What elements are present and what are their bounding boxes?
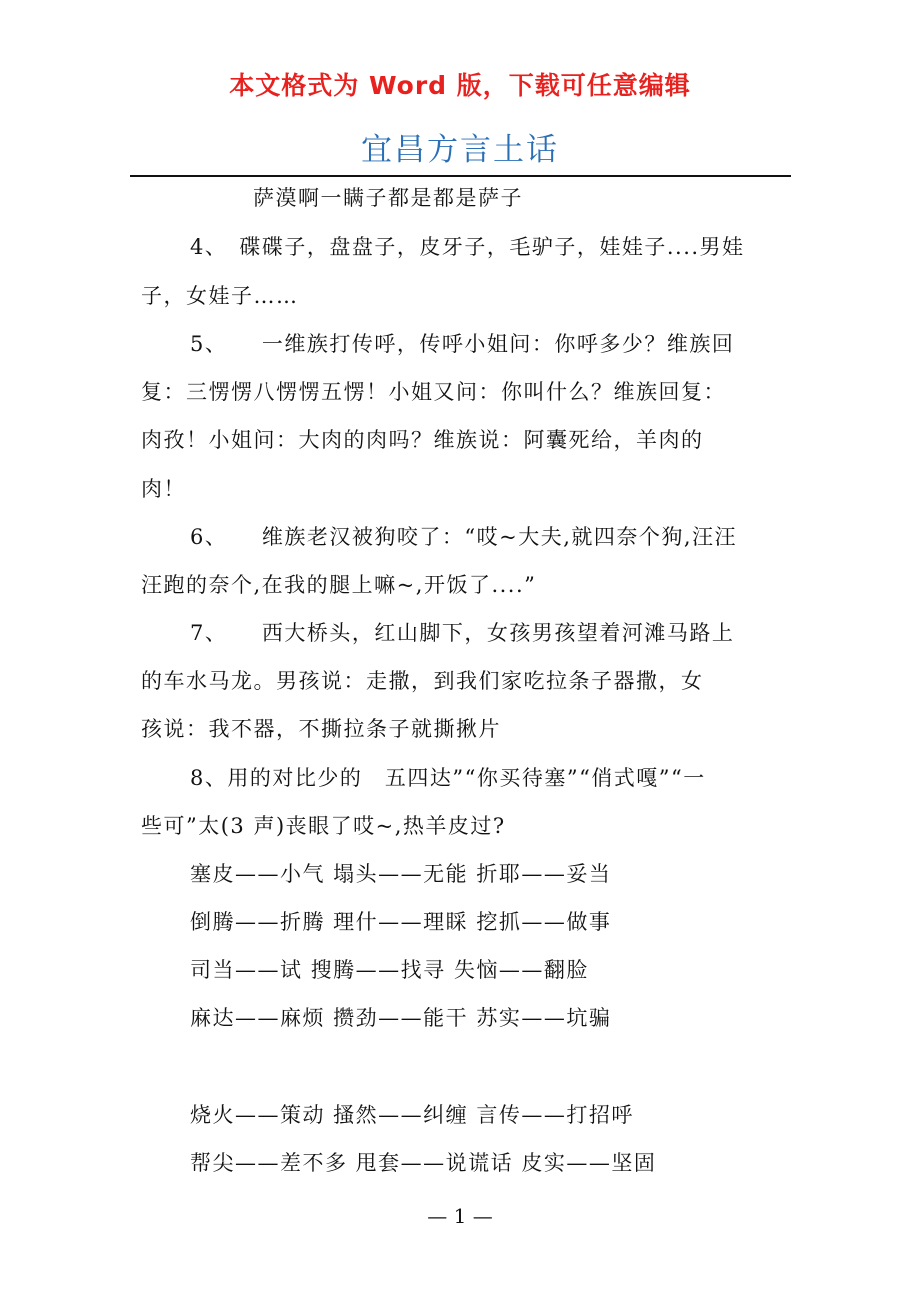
paragraph-line: 些可”太(3 声)丧眼了哎~,热羊皮过? <box>141 814 506 838</box>
paragraph-line: 肉！ <box>141 477 186 501</box>
paragraph-line: 孩说：我不器，不撕拉条子就撕揪片 <box>141 717 501 741</box>
paragraph-line: 8、用的对比少的 五四达”“你买待塞”“俏式嘎”“一 <box>190 766 706 790</box>
glossary-line: 司当——试 搜腾——找寻 失恼——翻脸 <box>190 958 589 982</box>
glossary-line: 麻达——麻烦 攒劲——能干 苏实——坑骗 <box>190 1006 612 1030</box>
paragraph-line: 7、 西大桥头，红山脚下，女孩男孩望着河滩马路上 <box>190 621 735 645</box>
paragraph-line: 复：三愣愣八愣愣五愣！小姐又问：你叫什么？维族回复： <box>141 380 726 404</box>
glossary-line: 塞皮——小气 塌头——无能 折耶——妥当 <box>190 862 612 886</box>
paragraph-line: 4、 碟碟子，盘盘子，皮牙子，毛驴子，娃娃子....男娃 <box>190 235 745 259</box>
glossary-line: 烧火——策动 搔然——纠缠 言传——打招呼 <box>190 1103 634 1127</box>
document-title: 宜昌方言土话 <box>361 132 559 168</box>
paragraph-line: 5、 一维族打传呼，传呼小姐问：你呼多少？维族回 <box>190 332 735 356</box>
paragraph-line: 子，女娃子…… <box>141 284 299 308</box>
paragraph-line: 的车水马龙。男孩说：走撒，到我们家吃拉条子器撒，女 <box>141 669 704 693</box>
page-number: — 1 — <box>427 1204 493 1228</box>
paragraph-line: 肉孜！小姐问：大肉的肉吗？维族说：阿囊死给，羊肉的 <box>141 428 704 452</box>
paragraph-line: 6、 维族老汉被狗咬了：“哎~大夫,就四奈个狗,汪汪 <box>190 525 738 549</box>
title-underline <box>130 175 791 177</box>
word-format-banner: 本文格式为 Word 版，下载可任意编辑 <box>229 71 691 100</box>
paragraph-line: 萨漠啊一瞒子都是都是萨子 <box>253 186 523 210</box>
glossary-line: 帮尖——差不多 甩套——说谎话 皮实——坚固 <box>190 1151 657 1175</box>
paragraph-line: 汪跑的奈个,在我的腿上嘛~,开饭了....” <box>141 573 537 597</box>
glossary-line: 倒腾——折腾 理什——理睬 挖抓——做事 <box>190 910 612 934</box>
